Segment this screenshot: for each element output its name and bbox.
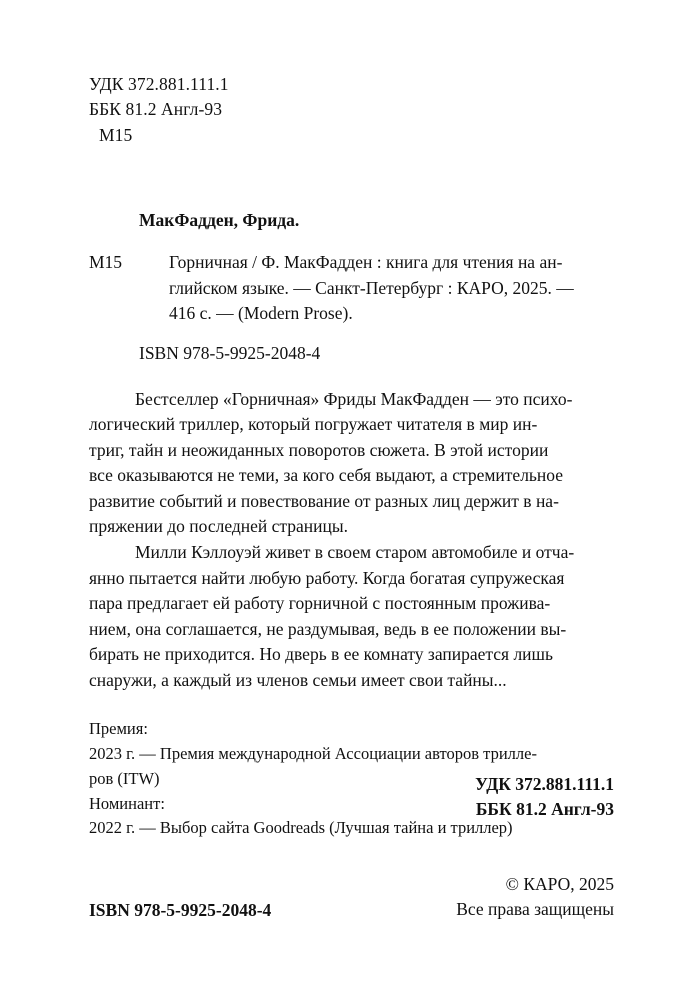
awards-line: 2022 г. — Выбор сайта Goodreads (Лучшая тайна и триллер) [89, 818, 513, 838]
annotation-line: триг, тайн и неожиданных поворотов сюжета. В этой истории [89, 439, 549, 460]
bottom-bbk-code: ББК 81.2 Англ-93 [475, 799, 614, 820]
annotation-block [89, 387, 614, 694]
awards-line: Премия: [89, 719, 148, 739]
shelf-sigil: М15 [99, 124, 133, 145]
rights-line: Все права защищены [456, 899, 614, 920]
bibliographic-line: глийском языке. — Санкт-Петербург : КАРО, 2025. — [169, 277, 574, 298]
annotation-line: бирать не приходится. Но дверь в ее комнату запирается лишь [89, 644, 553, 665]
annotation-line: янно пытается найти любую работу. Когда богатая супружеская [89, 567, 565, 588]
annotation-paragraph [89, 540, 614, 693]
bibliographic-line: Горничная / Ф. МакФадден : книга для чтения на ан- [169, 251, 563, 272]
annotation-line: снаружи, а каждый из членов семьи имеет свои тайны... [89, 669, 507, 690]
annotation-line: Бестселлер «Горничная» Фриды МакФадден — это психо- [135, 388, 573, 409]
bibliographic-line: 416 с. — (Modern Prose). [169, 303, 353, 324]
annotation-paragraph [89, 387, 614, 540]
annotation-line: развитие событий и повествование от разных лиц держит в на- [89, 490, 559, 511]
annotation-line: нием, она соглашается, не раздумывая, ведь в ее положении вы- [89, 618, 567, 639]
bbk-code: ББК 81.2 Англ-93 [89, 99, 223, 120]
udk-code: УДК 372.881.111.1 [89, 74, 229, 94]
annotation-line: все оказываются не теми, за кого себя выдают, а стремительное [89, 465, 564, 486]
awards-line: Номинант: [89, 793, 165, 813]
annotation-line: пара предлагает ей работу горничной с постоянным прожива- [89, 593, 551, 614]
isbn-main: ISBN 978-5-9925-2048-4 [139, 343, 321, 363]
bibliographic-text [89, 250, 614, 327]
author-heading: МакФадден, Фрида. [139, 210, 300, 231]
footer-publisher-block [456, 872, 614, 923]
copyright-line: © КАРО, 2025 [505, 874, 614, 894]
awards-line: ров (ITW) [89, 768, 160, 788]
bibliographic-body [89, 250, 614, 327]
awards-line: 2023 г. — Премия международной Ассоциации авторов трилле- [89, 744, 537, 764]
annotation-line: логический триллер, который погружает читателя в мир ин- [89, 414, 538, 435]
bibliographic-sigil: М15 [89, 251, 123, 272]
bottom-udk-code: УДК 372.881.111.1 [475, 774, 614, 794]
annotation-line: Милли Кэллоуэй живет в своем старом автомобиле и отча- [135, 542, 575, 562]
classification-block [89, 72, 614, 148]
page-content [89, 72, 614, 920]
bottom-classification-codes [475, 772, 614, 823]
footer-isbn: ISBN 978-5-9925-2048-4 [89, 899, 272, 920]
bibliographic-description [89, 208, 614, 367]
page-footer [89, 872, 614, 923]
annotation-line: пряжении до последней страницы. [89, 516, 349, 537]
